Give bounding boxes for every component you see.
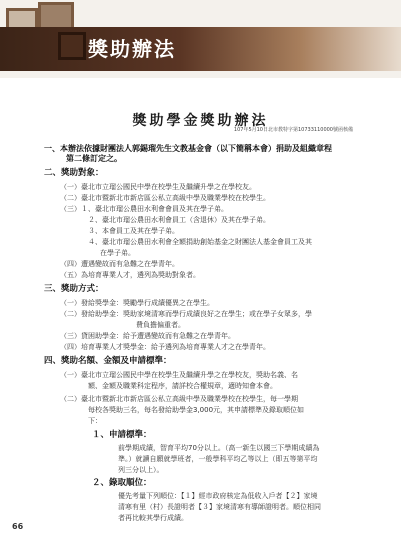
list-item: （三）貸困助學金：給予遭遇變故而有急難之在學青年。 [60, 332, 235, 340]
list-item: （二）發給助學金：獎助家境清寒而學行成績良好之在學生；或在學子女眾多，學 [60, 310, 312, 318]
list-item: （二）臺北市暨新北市新店區公私立高級中學及職業學校在校學生，每一學期 [60, 395, 298, 403]
page-number: 66 [12, 522, 24, 531]
paragraph-line: 者再比較其學行成績。 [118, 514, 188, 522]
paragraph-line: 清寒有里（村）長證明者【３】家境清寒有導師證明者。順位相同 [118, 503, 321, 511]
list-item: 每校各獎助三名，每名發給助學金3,000元，其申請標準及錄取順位如 [88, 406, 305, 414]
list-item: （二）臺北市暨新北市新店區公私立高級中學及職業學校在校學生。 [60, 194, 270, 202]
list-item: （一）臺北市立瑠公國民中學在校學生及繼續升學之在學校友。 [60, 183, 256, 191]
list-item: （一）臺北市立瑠公國民中學在校學生及繼續升學之在學校友，獎助名義、名 [60, 371, 298, 379]
section-1-line-2: 第二條訂定之。 [66, 154, 122, 163]
section-1-line-1: 一、本辦法依據財團法人郭錫瑠先生文教基金會（以下簡稱本會）捐助及組織章程 [44, 144, 332, 153]
page-header [0, 0, 401, 78]
list-item: ３、本會員工及其在學子弟。 [88, 227, 179, 235]
list-item: ４、臺北市瑠公農田水利會全額捐助創始基金之財團法人基金會員工及其 [88, 238, 312, 246]
sub-heading-criteria: １、申請標準： [92, 430, 152, 440]
sub-heading-admission-order: ２、錄取順位： [92, 478, 152, 488]
list-item: 額、金額及職業科定程序，請詳校合權規章，適時知會本會。 [88, 382, 277, 390]
list-item: 費負擔偏重者。 [136, 321, 185, 329]
paragraph-line: 前學期成績，智育平均70分以上。（高一新生以國三下學期成績為 [118, 444, 320, 452]
list-item: （四）遭遇變故而有急難之在學青年。 [60, 260, 179, 268]
list-item: 在學子弟。 [100, 249, 135, 257]
list-item: （五）為培育專業人才，遴列為獎助對象者。 [60, 271, 200, 279]
list-item: （四）培育專業人才獎學金：給予遴列為培育專業人才之在學青年。 [60, 343, 270, 351]
list-item: 下： [88, 417, 102, 425]
section-4-heading: 四、獎助名額、金額及申請標準： [44, 356, 172, 366]
paragraph-line: 列三分以上）。 [118, 466, 164, 474]
decorative-square [58, 32, 86, 60]
document-title: 獎助學金獎助辦法 [132, 113, 269, 129]
list-item: （一）發給獎學金：獎勵學行成績優異之在學生。 [60, 299, 214, 307]
document-note: 107年5月10日北市教特字第10733110000號函核備 [233, 127, 353, 133]
section-2-heading: 二、獎助對象： [44, 168, 104, 178]
section-3-heading: 三、獎助方式： [44, 284, 104, 294]
paragraph-line: 準。）就讀自願就學班者，一般學科平均乙等以上（即五等第平均 [118, 455, 318, 463]
paragraph-line: 優先考量下列順位：【１】經市政府核定為低收入戶者【２】家境 [118, 492, 318, 500]
page-title: 獎助辦法 [88, 37, 176, 61]
list-item: （三）１、臺北市瑠公農田水利會會員及其在學子弟。 [60, 205, 228, 213]
list-item: ２、臺北市瑠公農田水利會員工（含退休）及其在學子弟。 [88, 216, 270, 224]
